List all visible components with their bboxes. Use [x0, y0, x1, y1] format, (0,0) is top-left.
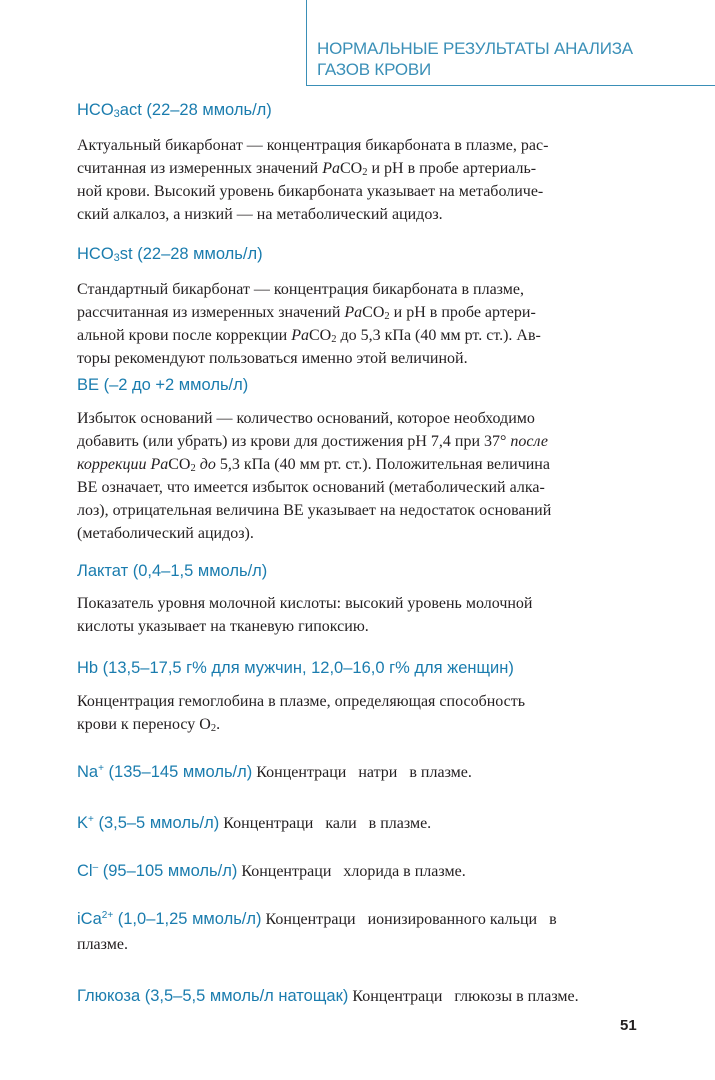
k-charge: + [88, 814, 94, 825]
row-ica [77, 907, 639, 957]
hco3act-rest: act (22–28 ммоль/л) [119, 101, 272, 119]
hco3act-co-sub: 2 [362, 167, 368, 178]
hb-o2-sub: 2 [210, 723, 217, 734]
hco3st-co-sub-1: 2 [384, 311, 390, 322]
be-line-3b: 5,3 кПа (40 мм рт. ст.). Положительная величина [215, 456, 550, 473]
row-cl [77, 858, 639, 885]
k-range: (3,5–5 ммоль/л) [93, 814, 220, 832]
hco3act-co: CO [339, 160, 363, 177]
paragraph-hco3act [77, 134, 639, 226]
hco3st-name: HCO [77, 245, 114, 263]
cl-range: (95–105 ммоль/л) [98, 862, 238, 880]
na-text: Концентраци натри в плазме. [252, 764, 472, 781]
k-heading [77, 814, 219, 832]
ica-charge: 2+ [101, 910, 114, 921]
na-range: (135–145 ммоль/л) [103, 763, 253, 781]
hco3st-co-sub-2: 2 [331, 334, 337, 345]
hco3st-line-3b: до 5,3 кПа (40 мм рт. ст.). Ав- [336, 327, 541, 344]
hco3st-co-2: CO [309, 327, 332, 344]
be-line-2a: добавить (или убрать) из крови для достижения pH 7,4 при 37° [77, 433, 511, 450]
hco3st-pa-2: Pa [291, 327, 309, 344]
be-line-3-correction: коррекции [77, 456, 151, 473]
row-na [77, 759, 639, 786]
heading-lactate: Лактат (0,4–1,5 ммоль/л) [77, 562, 268, 580]
running-head [306, 0, 715, 86]
ica-name: iCa [77, 910, 102, 928]
cl-charge: – [92, 862, 99, 873]
running-head-line-2: ГАЗОВ КРОВИ [317, 60, 432, 79]
hco3act-line-2a: считанная из измеренных значений [77, 160, 323, 177]
na-heading [77, 763, 252, 781]
paragraph-lactate [77, 592, 639, 638]
hco3act-line-2b: и pH в пробе артериаль- [367, 160, 537, 177]
hco3st-line-4: торы рекомендуют пользоваться именно этой величиной. [77, 350, 468, 367]
hco3st-line-2b: и pH в пробе артери- [389, 304, 536, 321]
heading-hco3st [77, 245, 263, 264]
be-line-5: лоз), отрицательная величина BE указывает на недостаток оснований [77, 502, 552, 519]
hco3st-sub: 3 [113, 252, 120, 264]
k-text: Концентраци кали в плазме. [219, 815, 432, 832]
hco3st-line-2a: рассчитанная из измеренных значений [77, 304, 345, 321]
glucose-text: Концентраци глюкозы в плазме. [348, 988, 579, 1005]
hco3act-line-1: Актуальный бикарбонат — концентрация бикарбоната в плазме, рас- [77, 137, 549, 154]
k-name: K [77, 814, 89, 832]
hco3st-line-1: Стандартный бикарбонат — концентрация бикарбоната в плазме, [77, 281, 524, 298]
na-charge: + [98, 763, 104, 774]
cl-heading [77, 862, 237, 880]
cl-name: Cl [77, 862, 93, 880]
be-co-sub: 2 [190, 463, 196, 474]
hco3act-pa: Pa [322, 160, 340, 177]
be-line-2-after: после [510, 433, 548, 450]
hb-line-2a: крови к переносу O [77, 716, 211, 733]
ica-text: Концентраци ионизированного кальци в [261, 911, 557, 928]
be-pa: Pa [150, 456, 169, 473]
heading-be: BE (–2 до +2 ммоль/л) [77, 376, 249, 394]
page-number: 51 [620, 1017, 637, 1034]
glucose-heading: Глюкоза (3,5–5,5 ммоль/л натощак) [77, 987, 349, 1005]
hb-line-1: Концентрация гемоглобина в плазме, определяющая способность [77, 693, 526, 710]
heading-hb: Hb (13,5–17,5 г% для мужчин, 12,0–16,0 г% для женщин) [77, 659, 514, 677]
lactate-line-2: кислоты указывает на тканевую гипоксию. [77, 618, 369, 635]
be-line-6: (метаболический ацидоз). [77, 525, 254, 542]
cl-text: Концентраци хлорида в плазме. [237, 863, 466, 880]
row-k [77, 810, 639, 837]
paragraph-be [77, 407, 639, 545]
ica-heading [77, 910, 262, 928]
paragraph-hb [77, 690, 639, 736]
row-glucose [77, 983, 639, 1010]
heading-hco3act [77, 101, 272, 120]
be-line-4: BE означает, что имеется избыток оснований (метаболический алка- [77, 479, 545, 496]
hb-line-2b: . [216, 716, 221, 733]
paragraph-hco3st [77, 278, 639, 370]
ica-range: (1,0–1,25 ммоль/л) [113, 910, 262, 928]
hco3act-line-4: ский алкалоз, а низкий — на метаболический ацидоз. [77, 206, 443, 223]
hco3st-line-3a: альной крови после коррекции [77, 327, 292, 344]
be-line-1: Избыток оснований — количество оснований, которое необходимо [77, 410, 535, 427]
hco3act-name: HCO [77, 101, 114, 119]
ica-text-2: плазме. [77, 936, 128, 953]
na-name: Na [77, 763, 99, 781]
hco3st-pa-1: Pa [344, 304, 363, 321]
be-co: CO [168, 456, 191, 473]
hco3st-co-1: CO [362, 304, 385, 321]
lactate-line-1: Показатель уровня молочной кислоты: высокий уровень молочной [77, 595, 533, 612]
be-do: до [195, 456, 216, 473]
hco3st-rest: st (22–28 ммоль/л) [119, 245, 263, 263]
hco3act-line-3: ной крови. Высокий уровень бикарбоната указывает на метаболиче- [77, 183, 544, 200]
hco3act-sub: 3 [113, 108, 120, 120]
running-head-line-1: НОРМАЛЬНЫЕ РЕЗУЛЬТАТЫ АНАЛИЗА [317, 39, 633, 58]
